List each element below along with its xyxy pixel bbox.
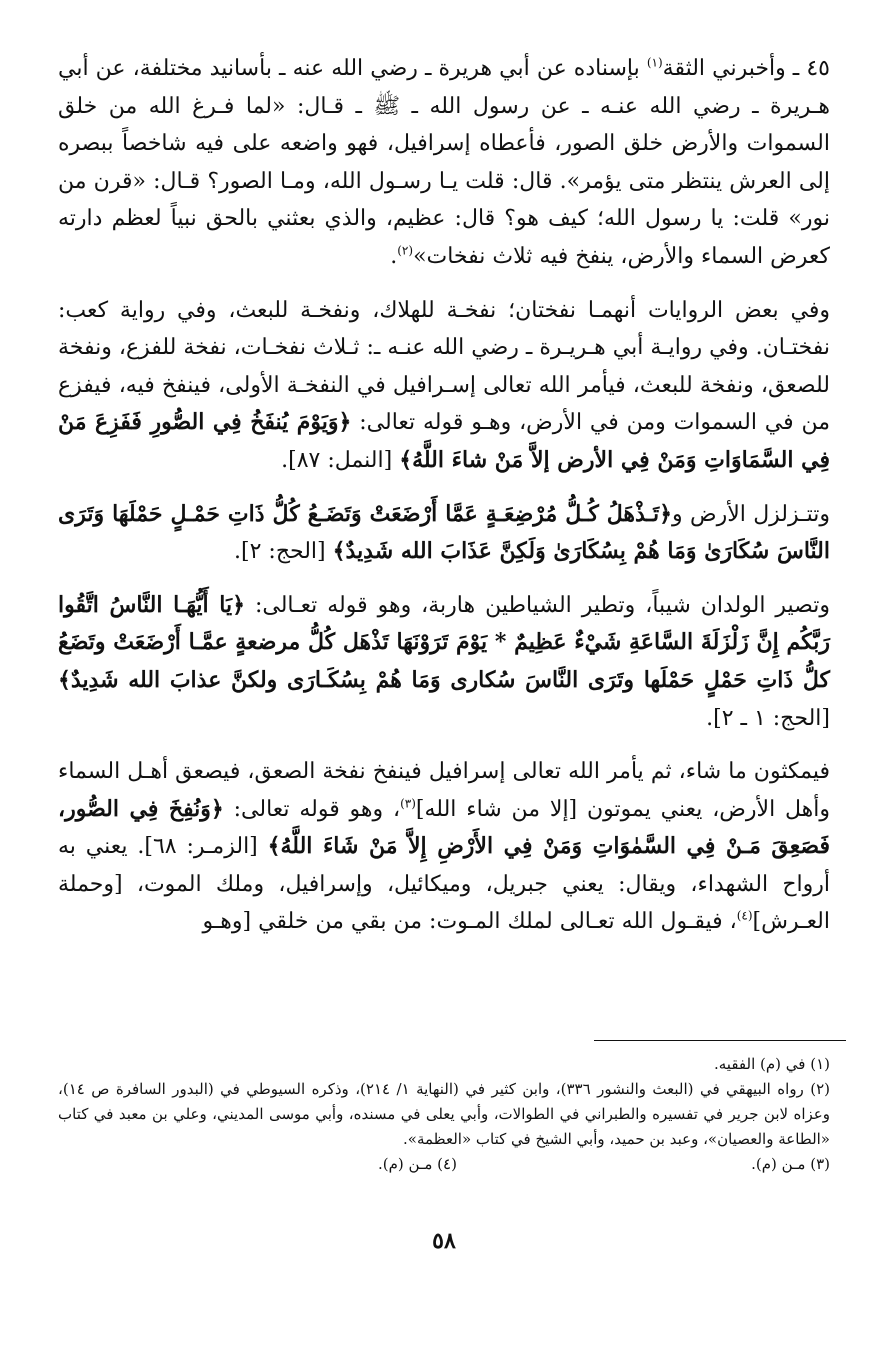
- footnote-3: (٣) مـن (م).: [751, 1155, 830, 1173]
- footnote-row-3-4: [58, 1152, 830, 1177]
- footnote-ref-4: (٤): [736, 909, 753, 924]
- main-text: [58, 50, 830, 941]
- quran-verse: ﴿وَيَوْمَ يُنفَخُ فِي الصُّورِ فَفَزِعَ مَنْ فِي السَّمَاوَاتِ وَمَنْ فِي الأرض إلاَّ مَنْ شاءَ اللَّهُ﴾: [58, 409, 830, 473]
- footnote-4: (٤) مـن (م).: [378, 1155, 457, 1173]
- paragraph-text: فيمكثون ما شاء، ثم يأمر الله تعالى إسرافيل فينفخ نفخة الصعق، فيصعق أهـل السماء وأهل الأرض، يعني يموتون [إلا من شاء الله]: [58, 759, 831, 822]
- footnotes: [58, 1052, 830, 1177]
- paragraph-text: ، فيقـول الله تعـالى لملك المـوت: من بقي من خلقي [وهـو: [202, 909, 737, 935]
- paragraph-text: ٤٥ ـ وأخبرني الثقة: [662, 56, 830, 81]
- paragraph-sa'q: [58, 753, 830, 941]
- footnote-ref-2: (٢): [397, 243, 414, 258]
- footnote-ref-3: (٣): [400, 796, 416, 811]
- footnote-ref-1: (١): [646, 55, 663, 70]
- quran-verse: ﴿يَا أَيُّهَـا النَّاسُ اتَّقُوا رَبَّكُم إِنَّ زَلْزَلَةَ السَّاعَةِ شَيْءٌ عَظِيمٌ * يَوْمَ تَرَوْنَهَا تَذْهَل كُلُّ مرضعةٍ عمَّـا أَرْضَعَتْ وتَضَعُ كلُّ ذَاتِ حَمْلٍ حَمْلَها وتَرَى النَّاسَ سُكارى وَمَا هُمْ بِسُكَـارَى ولكنَّ عذابَ الله شَدِيدٌ﴾: [58, 591, 830, 693]
- quran-verse: ﴿تَـذْهَلُ كُـلُّ مُرْضِعَـةٍ عَمَّا أَرْضَعَتْ وَتَضَـعُ كُلُّ ذَاتِ حَمْـلٍ حَمْلَهَا وَتَرَى النَّاسَ سُكَارَىٰ وَمَا هُمْ بِسُكَارَىٰ وَلَكِنَّ عَذَابَ الله شَدِيدٌ﴾: [58, 500, 830, 565]
- paragraph-nafkhat: [58, 292, 830, 480]
- verse-reference: [الحج: ١ ـ ٢].: [706, 705, 830, 731]
- paragraph-earthquake: [58, 496, 830, 571]
- page-number: ٥٨: [432, 1228, 456, 1254]
- footnote-1: (١) في (م) الفقيه.: [714, 1055, 830, 1073]
- paragraph-text: وتتـزلزل الأرض و: [672, 501, 830, 527]
- paragraph-children: [58, 587, 830, 737]
- verse-reference: [الحج: ٢].: [234, 539, 333, 565]
- paragraph-text: بإسناده عن أبي هريرة ـ رضي الله عنه ـ بأسانيد مختلفة، عن أبي هـريرة ـ رضي الله عنـه ـ عن رسول الله ـ ﷺ ـ قـال: «لما فـرغ الله من خلق السموات والأرض خلق الصور، فأعطاه إسرافيل، فهو واضعه على فيه شاخصاً ببصره إلى العرش ينتظر متى يؤمر». قال: قلت يـا رسـول الله، ومـا الصور؟ قـال: «قرن من نور» قلت: يا رسول الله؛ كيف هو؟ قال: عظيم، والذي بعثني بالحق نبياً لعظم دارته كعرض السماء والأرض، ينفخ فيه ثلاث نفخات»: [58, 56, 830, 269]
- paragraph-text: وفي بعض الروايات أنهمـا نفختان؛ نفخـة للهلاك، ونفخـة للبعث، وفي رواية كعب: نفختـان. وفي روايـة أبي هـريـرة ـ رضي الله عنـه ـ: ثـلاث نفخـات، نفخة للفزع، ونفخة للصعق، ونفخة للبعث، فيأمر الله تعالى إسـرافيل في النفخـة الأولى، فينفخ فيه، فيفزع من في السموات ومن في الأرض، وهـو قوله تعالى:: [58, 297, 830, 436]
- verse-reference: [النمل: ٨٧].: [281, 447, 400, 473]
- paragraph-text: .: [390, 243, 398, 269]
- paragraph-text: وتصير الولدان شيباً، وتطير الشياطين هاربة، وهو قوله تعـالى:: [245, 592, 831, 618]
- paragraph-text: ، وهو قوله تعالى:: [223, 796, 401, 822]
- footnote-divider: [594, 1040, 846, 1041]
- quran-verse: ﴿وَنُفِخَ فِي الصُّور، فَصَعِقَ مَـنْ فِي السَّمٰوَاتِ وَمَنْ فِي الأَرْضِ إِلاَّ مَنْ شَاءَ اللَّهُ﴾: [58, 795, 830, 860]
- paragraph-text: [الزمـر: ٦٨]. يعني به أرواح الشهداء، ويقال: يعني جبريل، وميكائيل، وإسرافيل، وملك الموت، [وحملة العـرش]: [58, 834, 830, 935]
- paragraph-hadith-45: [58, 50, 830, 276]
- footnote-2: (٢) رواه البيهقي في (البعث والنشور ٣٣٦)، وابن كثير في (النهاية ١/ ٢١٤)، وذكره السيوطي في (البدور السافرة ص ١٤)، وعزاه لابن جرير في تفسيره والطبراني في الطوالات، وأبي يعلى في مسنده، وأبي موسى المديني، وعلي بن معبد في كتاب «الطاعة والعصيان»، وعبد بن حميد، وأبي الشيخ في كتاب «العظمة».: [58, 1080, 831, 1148]
